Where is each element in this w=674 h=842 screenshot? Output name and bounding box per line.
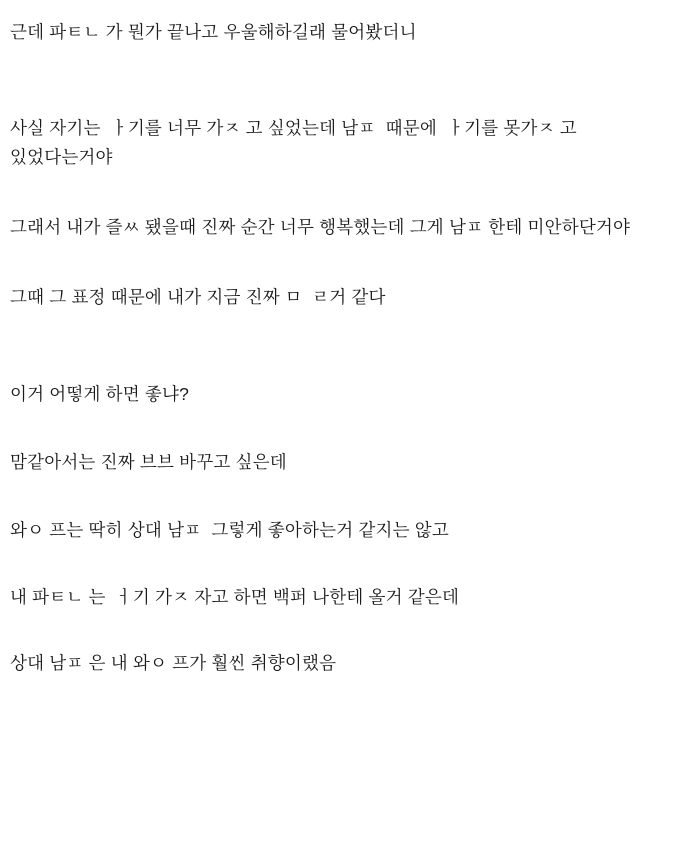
paragraph-3: 그래서 내가 즐ㅆ 됐을때 진짜 순간 너무 행복했는데 그게 남ㅍ 한테 미안하단거야: [10, 217, 631, 238]
paragraph-8: 내 파ㅌㄴ 는 ㅓ기 가ㅈ 자고 하면 백퍼 나한테 올거 같은데: [10, 586, 460, 607]
paragraph-9: 상대 남ㅍ 은 내 와ㅇ 프가 훨씬 취향이랬음: [10, 653, 337, 674]
paragraph-5: 이거 어떻게 하면 좋냐?: [10, 383, 190, 404]
paragraph-6: 맘같아서는 진짜 브브 바꾸고 싶은데: [10, 452, 287, 473]
paragraph-7: 와ㅇ 프는 딱히 상대 남ㅍ 그렇게 좋아하는거 같지는 않고: [10, 520, 449, 541]
document-page: [0, 18, 674, 842]
paragraph-1: 근데 파ㅌㄴ 가 뭔가 끝나고 우울해하길래 물어봤더니: [10, 22, 417, 42]
paragraph-4: 그때 그 표정 때문에 내가 지금 진짜 ㅁ ㄹ거 같다: [10, 287, 386, 308]
paragraph-2: 사실 자기는 ㅏ기를 너무 가ㅈ 고 싶었는데 남ㅍ 때문에 ㅏ기를 못가ㅈ 고 있었다는거야: [10, 118, 582, 167]
